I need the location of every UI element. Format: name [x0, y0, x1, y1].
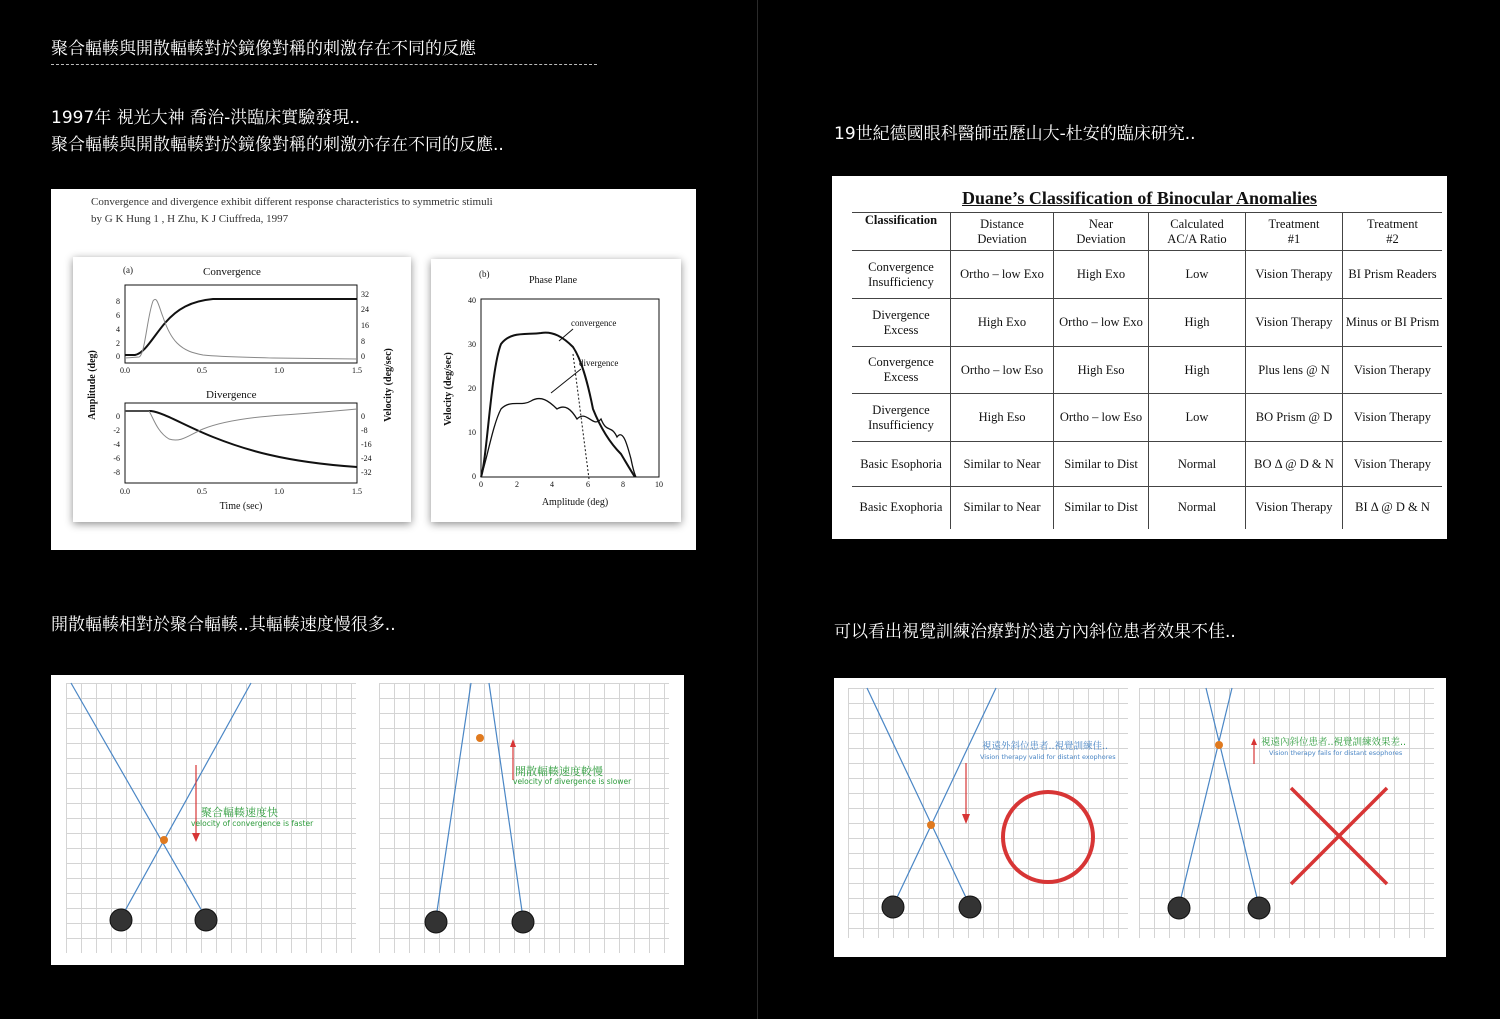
fig-a-xtick: 0.0 [120, 366, 130, 375]
fig-a-tick: -4 [113, 440, 120, 449]
therapy-sim-panel [834, 678, 1446, 957]
paper-authors: by G K Hung 1 , H Zhu, K J Ciuffreda, 1997 [91, 213, 289, 225]
intro-line-1: 1997年 視光大神 喬治-洪臨床實驗發現.. [51, 108, 361, 128]
sim1-label-en: velocity of convergence is faster [191, 819, 314, 828]
fig-b-ytick: 40 [468, 296, 476, 305]
fig-a-panel-label: (a) [123, 265, 133, 275]
figure-b [431, 259, 681, 522]
intro-line-2: 聚合輻輳與開散輻輳對於鏡像對稱的刺激亦存在不同的反應.. [51, 135, 504, 155]
right-heading: 19世紀德國眼科醫師亞歷山大-杜安的臨床研究.. [834, 124, 1196, 144]
fig-a-tick: 8 [116, 297, 120, 306]
fig-b-xtick: 2 [515, 480, 519, 489]
fig-b-xtick: 8 [621, 480, 625, 489]
th-distance: Distance Deviation [951, 213, 1054, 251]
sim2-label-en: velocity of divergence is slower [513, 777, 632, 786]
figure-b-plot [431, 259, 681, 522]
fig-a-tick: -16 [361, 440, 372, 449]
fig-a-tick: 0 [116, 412, 120, 421]
fig-a-bottom-title: Divergence [206, 389, 257, 401]
fail-cross-icon [1291, 788, 1387, 884]
fig-b-ytick: 20 [468, 384, 476, 393]
fig-a-tick: -8 [361, 426, 368, 435]
figure-a [73, 257, 411, 522]
sim2-label-zh: 開散輻輳速度較慢 [515, 765, 603, 778]
duane-table-panel [832, 176, 1447, 539]
fig-a-xlabel: Time (sec) [219, 501, 263, 512]
right-caption-2: 可以看出視覺訓練治療對於遠方內斜位患者效果不佳.. [834, 622, 1236, 642]
th-aca: Calculated AC/A Ratio [1149, 213, 1246, 251]
left-heading: 聚合輻輳與開散輻輳對於鏡像對稱的刺激存在不同的反應 [51, 39, 476, 59]
sim3-label-zh: 視遠外斜位患者..視覺訓練佳.. [982, 741, 1109, 752]
page-divider [757, 0, 758, 1019]
fig-b-label-divergence: divergence [579, 358, 619, 368]
table-row: Basic Esophoria Similar to Near Similar to Dist Normal BO Δ @ D & N Vision Therapy [852, 442, 1442, 487]
fig-b-xlabel: Amplitude (deg) [541, 497, 609, 508]
table-row: Divergence Excess High Exo Ortho – low Exo High Vision Therapy Minus or BI Prism [852, 299, 1442, 347]
th-classification: Classification [852, 213, 951, 251]
table-row: Convergence Excess Ortho – low Eso High Eso High Plus lens @ N Vision Therapy [852, 347, 1442, 394]
fig-a-top-title: Convergence [203, 266, 261, 278]
fig-a-tick: 6 [116, 311, 120, 320]
table-row: Convergence Insufficiency Ortho – low Exo High Exo Low Vision Therapy BI Prism Readers [852, 251, 1442, 299]
fig-a-xtick: 0.5 [197, 366, 207, 375]
table-row: Basic Exophoria Similar to Near Similar to Dist Normal Vision Therapy BI Δ @ D & N [852, 487, 1442, 529]
fig-b-xtick: 10 [655, 480, 663, 489]
fig-a-tick: -32 [361, 468, 372, 477]
paper-title: Convergence and divergence exhibit different response characteristics to symmetric stimuli [91, 196, 493, 208]
sim4-label-en: Vision therapy fails for distant esophores [1269, 749, 1403, 757]
fig-a-tick: 0 [116, 352, 120, 361]
th-treatment-2: Treatment #2 [1343, 213, 1443, 251]
fig-b-title: Phase Plane [529, 275, 578, 286]
sim3-label-en: Vision therapy valid for distant exophores [980, 753, 1116, 761]
fig-a-ylabel-right: Velocity (deg/sec) [383, 348, 394, 422]
fig-a-tick: -24 [361, 454, 372, 463]
fig-a-tick: 16 [361, 321, 369, 330]
vergence-sim-panel [51, 675, 684, 965]
vergence-sim-drawing [51, 675, 684, 965]
fig-a-tick: 2 [116, 339, 120, 348]
th-treatment-1: Treatment #1 [1246, 213, 1343, 251]
fig-a-xtick: 1.5 [352, 487, 362, 496]
fig-a-ylabel-left: Amplitude (deg) [87, 350, 98, 420]
fig-b-ylabel: Velocity (deg/sec) [443, 352, 454, 426]
fig-a-tick: 0 [361, 412, 365, 421]
fig-a-tick: 32 [361, 290, 369, 299]
fig-a-tick: -6 [113, 454, 120, 463]
fig-a-tick: 0 [361, 352, 365, 361]
figure-a-plot [73, 257, 411, 522]
valid-circle-icon [1003, 792, 1093, 882]
fig-b-ytick: 30 [468, 340, 476, 349]
fig-a-tick: 8 [361, 337, 365, 346]
fig-b-xtick: 6 [586, 480, 590, 489]
fig-a-tick: -2 [113, 426, 120, 435]
fig-a-xtick: 1.0 [274, 487, 284, 496]
fig-a-xtick: 1.5 [352, 366, 362, 375]
fig-a-tick: 24 [361, 305, 369, 314]
fig-b-xtick: 0 [479, 480, 483, 489]
fig-a-xtick: 0.5 [197, 487, 207, 496]
fig-a-tick: -8 [113, 468, 120, 477]
duane-table [852, 212, 1442, 529]
fig-a-xtick: 0.0 [120, 487, 130, 496]
fig-b-ytick: 10 [468, 428, 476, 437]
fig-a-tick: 4 [116, 325, 120, 334]
left-caption-2: 開散輻輳相對於聚合輻輳..其輻輳速度慢很多.. [51, 615, 396, 635]
fig-b-panel-label: (b) [479, 269, 490, 279]
th-near: Near Deviation [1054, 213, 1149, 251]
therapy-sim-drawing [834, 678, 1446, 957]
sim1-label-zh: 聚合輻輳速度快 [201, 806, 278, 819]
paper-figure-panel [51, 189, 696, 550]
table-row: Divergence Insufficiency High Eso Ortho – low Eso Low BO Prism @ D Vision Therapy [852, 394, 1442, 442]
sim4-label-zh: 視遠內斜位患者..視覺訓練效果差.. [1261, 737, 1407, 748]
fig-b-xtick: 4 [550, 480, 554, 489]
duane-table-title: Duane’s Classification of Binocular Anomalies [961, 188, 1318, 208]
heading-separator [51, 64, 597, 66]
fig-b-ytick: 0 [472, 472, 476, 481]
fig-b-label-convergence: convergence [571, 318, 617, 328]
fig-a-xtick: 1.0 [274, 366, 284, 375]
